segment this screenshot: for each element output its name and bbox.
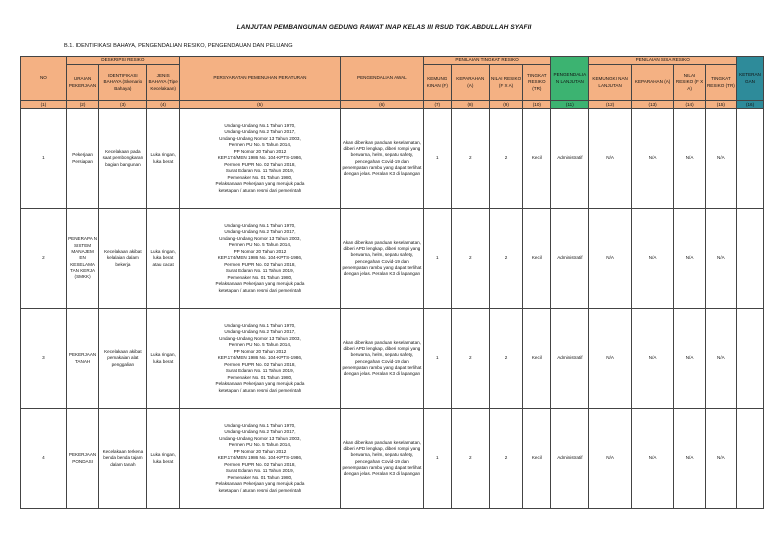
regulation-line: Pemenaker No. 01 Tahun 1980,	[227, 474, 293, 480]
row-keparahan-2: N/A	[631, 209, 674, 309]
row-kemungkinan-lanjutan: N/A	[589, 309, 632, 409]
regulation-line: Surat Edaran No. 11 Tahun 2019,	[225, 268, 294, 274]
regulation-line: Undang-Undang No.1 Tahun 1970,	[224, 422, 296, 428]
row-pengendalian-awal: Akan diberikan panduan keselamatan, diberi APD lengkap, diberi rompi yang berwarna, helm, sepatu safety, pencegahan Covid-19 dan penempatan rambu yang dapat terlihat dengan jelas. Peralan K3 di lapangan	[341, 309, 424, 409]
header-identifikasi: IDENTIFIKASI BAHAYA (Skenario Bahaya)	[99, 65, 147, 101]
column-number-row	[21, 101, 764, 109]
regulation-line: PP Nomor 20 Tahun 2012	[233, 348, 287, 354]
col-num: (10)	[523, 101, 551, 109]
header-jenis: JENIS BAHAYA (Tipe Kecelakaan)	[147, 65, 179, 101]
header-sisa-group: PENILAIAN SISA RESIKO	[589, 57, 737, 65]
col-num: (16)	[737, 101, 764, 109]
regulation-line: Surat Edaran No. 11 Tahun 2019,	[225, 168, 294, 174]
row-uraian: Pekerjaan Persiapan	[66, 109, 98, 209]
regulation-line: Surat Edaran No. 11 Tahun 2019,	[225, 368, 294, 374]
col-num: (15)	[705, 101, 736, 109]
regulation-line: Undang-Undang No.1 Tahun 1970,	[224, 222, 296, 228]
row-pengendalian-awal: Akan diberikan panduan keselamatan, diberi APD lengkap, diberi rompi yang berwarna, helm, sepatu safety, pencegahan Covid-19 dan penempatan rambu yang dapat terlihat dengan jelas. Peralan K3 di lapangan	[341, 409, 424, 509]
header-penilaian-group: PENILAIAN TINGKAT RESIKO	[423, 57, 551, 65]
header-pengendalian-lanjutan: PENGENDALIA N LANJUTAN	[551, 57, 589, 101]
regulation-line: Permen PU No. 5 Tahun 2014,	[228, 442, 292, 448]
col-num: (4)	[147, 101, 179, 109]
regulation-line: Undang-Undang Nomor 13 Tahun 2003,	[219, 335, 301, 341]
header-deskripsi-group: DESKRIPSI RESIKO	[66, 57, 179, 65]
regulation-line: Permen PUPR No. 02 Tahun 2018,	[224, 461, 296, 467]
regulation-line: Undang-Undang Nomor 13 Tahun 2003,	[219, 235, 301, 241]
col-num: (5)	[179, 101, 340, 109]
row-pengendalian-lanjutan: Administratif	[551, 109, 589, 209]
table-row	[21, 209, 764, 309]
regulation-line: Permen PU No. 5 Tahun 2014,	[228, 342, 292, 348]
row-kemungkinan: 1	[423, 209, 451, 309]
row-identifikasi: Kecelakaan akibat kelalaian dalam bekerja	[99, 209, 147, 309]
regulation-line: Pemenaker No. 01 Tahun 1980,	[227, 274, 293, 280]
row-keparahan: 2	[451, 109, 489, 209]
row-uraian: PENERAPA N SISTEM MANAJEM EN KESELAMA TAN KERJA (SMKK)	[66, 209, 98, 309]
regulation-line: Undang-Undang Nomor 13 Tahun 2003,	[219, 135, 301, 141]
col-num: (7)	[423, 101, 451, 109]
regulation-line: Permen PU No. 5 Tahun 2014,	[228, 242, 292, 248]
row-nilai-2: N/A	[674, 309, 705, 409]
row-persyaratan	[179, 409, 340, 509]
regulation-line: ketetapan / aturan resmi dari pemerintah	[218, 487, 302, 493]
row-identifikasi: Kecelakaan akibat pemakaian alat penggalian	[99, 309, 147, 409]
row-keparahan-2: N/A	[631, 309, 674, 409]
header-tingkat: TINGKAT RESIKO (TR)	[523, 65, 551, 101]
row-keparahan-2: N/A	[631, 409, 674, 509]
regulation-line: Undang-Undang No.1 Tahun 1970,	[224, 322, 296, 328]
row-identifikasi: Kecelakaan terkena benda benda tajam dalam tanah	[99, 409, 147, 509]
row-pengendalian-lanjutan: Administratif	[551, 409, 589, 509]
row-persyaratan	[179, 109, 340, 209]
row-jenis: Luka ringan, luka berat	[147, 309, 179, 409]
row-nilai: 2	[489, 409, 523, 509]
row-tingkat: Kecil	[523, 109, 551, 209]
col-num: (9)	[489, 101, 523, 109]
row-keparahan: 2	[451, 409, 489, 509]
regulation-line: Undang-Undang No.1 Tahun 1970,	[224, 122, 296, 128]
header-nilai-2: NILAI RESIKO (F X A)	[674, 65, 705, 101]
row-kemungkinan: 1	[423, 109, 451, 209]
row-no: 4	[21, 409, 67, 509]
row-tingkat-2: N/A	[705, 309, 736, 409]
regulation-line: Pelaksanaan Pekerjaan yang merujuk pada	[215, 381, 305, 387]
regulation-line: Permen PUPR No. 02 Tahun 2018,	[224, 261, 296, 267]
regulation-line: PP Nomor 20 Tahun 2012	[233, 448, 287, 454]
row-keparahan: 2	[451, 309, 489, 409]
regulation-line: ketetapan / aturan resmi dari pemerintah	[218, 187, 302, 193]
row-uraian: PEKERJAAN TANAH	[66, 309, 98, 409]
regulation-line: Pelaksanaan Pekerjaan yang merujuk pada	[215, 181, 305, 187]
row-keterangan	[737, 309, 764, 409]
table-row	[21, 109, 764, 209]
row-nilai-2: N/A	[674, 109, 705, 209]
row-pengendalian-awal: Akan diberikan panduan keselamatan, diberi APD lengkap, diberi rompi yang berwarna, helm, sepatu safety, pencegahan Covid-19 dan penempatan rambu yang dapat terlihat dengan jelas. Peralan K3 di lapangan	[341, 209, 424, 309]
row-persyaratan	[179, 309, 340, 409]
row-jenis: Luka ringan, luka berat atau cacat	[147, 209, 179, 309]
row-persyaratan	[179, 209, 340, 309]
row-tingkat: Kecil	[523, 309, 551, 409]
col-num: (1)	[21, 101, 67, 109]
row-nilai: 2	[489, 209, 523, 309]
regulation-line: Undang-Undang No.2 Tahun 2017,	[224, 229, 296, 235]
regulation-line: KEP.174/MEN 1986 No. 104-KPTS-1986,	[217, 355, 303, 361]
regulation-line: Surat Edaran No. 11 Tahun 2019,	[225, 468, 294, 474]
row-kemungkinan: 1	[423, 409, 451, 509]
row-keterangan	[737, 209, 764, 309]
section-title: B.1. IDENTIFIKASI BAHAYA, PENGENDALIAN RESIKO, PENGENDAUAN DAN PELUANG	[64, 43, 293, 49]
row-keterangan	[737, 409, 764, 509]
row-identifikasi: Kecelakaan pada saat pembongkaran bagian bangunan	[99, 109, 147, 209]
row-kemungkinan: 1	[423, 309, 451, 409]
regulation-line: PP Nomor 20 Tahun 2012	[233, 148, 287, 154]
row-nilai: 2	[489, 109, 523, 209]
col-num: (8)	[451, 101, 489, 109]
row-tingkat: Kecil	[523, 409, 551, 509]
header-tingkat-2: TINGKAT RESIKO (TR)	[705, 65, 736, 101]
row-tingkat-2: N/A	[705, 109, 736, 209]
header-persyaratan: PERSYARATAN PEMENUHAN PERATURAN	[179, 57, 340, 101]
regulation-line: Permen PUPR No. 02 Tahun 2018,	[224, 361, 296, 367]
table-row	[21, 409, 764, 509]
col-num: (3)	[99, 101, 147, 109]
regulation-line: Undang-Undang No.2 Tahun 2017,	[224, 429, 296, 435]
col-num: (11)	[551, 101, 589, 109]
regulation-line: KEP.174/MEN 1986 No. 104-KPTS-1986,	[217, 255, 303, 261]
row-no: 1	[21, 109, 67, 209]
row-kemungkinan-lanjutan: N/A	[589, 109, 632, 209]
row-pengendalian-lanjutan: Administratif	[551, 309, 589, 409]
row-jenis: Luka ringan, luka berat	[147, 109, 179, 209]
header-pengendalian-awal: PENGENDALIAN AWAL	[341, 57, 424, 101]
row-tingkat: Kecil	[523, 209, 551, 309]
regulation-line: KEP.174/MEN 1986 No. 104-KPTS-1986,	[217, 155, 303, 161]
header-uraian: URAIAN PEKERJAAN	[66, 65, 98, 101]
row-no: 2	[21, 209, 67, 309]
regulation-line: Permen PU No. 5 Tahun 2014,	[228, 142, 292, 148]
row-pengendalian-awal: Akan diberikan panduan keselamatan, diberi APD lengkap, diberi rompi yang berwarna, helm, sepatu safety, pencegahan Covid-19 dan penempatan rambu yang dapat terlihat dengan jelas. Peralan K3 di lapangan	[341, 109, 424, 209]
row-keparahan: 2	[451, 209, 489, 309]
row-nilai: 2	[489, 309, 523, 409]
row-tingkat-2: N/A	[705, 409, 736, 509]
header-keterangan: KETERAN GAN	[737, 57, 764, 101]
regulation-line: Pemenaker No. 01 Tahun 1980,	[227, 174, 293, 180]
regulation-line: Pelaksanaan Pekerjaan yang merujuk pada	[215, 481, 305, 487]
regulation-line: Undang-Undang No.2 Tahun 2017,	[224, 329, 296, 335]
header-kemungkinan-lanjutan: KEMUNGKI NAN LANJUTAN	[589, 65, 632, 101]
col-num: (12)	[589, 101, 632, 109]
row-kemungkinan-lanjutan: N/A	[589, 409, 632, 509]
row-tingkat-2: N/A	[705, 209, 736, 309]
row-keterangan	[737, 109, 764, 209]
regulation-line: KEP.174/MEN 1986 No. 104-KPTS-1986,	[217, 455, 303, 461]
row-uraian: PEKERJAAN PONDASI	[66, 409, 98, 509]
header-keparahan: KEPARAHAN (A)	[451, 65, 489, 101]
document-title: LANJUTAN PEMBANGUNAN GEDUNG RAWAT INAP KELAS III RSUD TGK.ABDULLAH SYAFII	[236, 24, 532, 31]
col-num: (14)	[674, 101, 705, 109]
regulation-line: Permen PUPR No. 02 Tahun 2018,	[224, 161, 296, 167]
table-row	[21, 309, 764, 409]
row-kemungkinan-lanjutan: N/A	[589, 209, 632, 309]
row-jenis: Luka ringan, luka berat	[147, 409, 179, 509]
col-num: (13)	[631, 101, 674, 109]
regulation-line: Undang-Undang No.2 Tahun 2017,	[224, 129, 296, 135]
header-no: NO	[21, 57, 67, 101]
risk-table-body	[21, 109, 764, 509]
regulation-line: Pelaksanaan Pekerjaan yang merujuk pada	[215, 281, 305, 287]
regulation-line: Pemenaker No. 01 Tahun 1980,	[227, 374, 293, 380]
row-nilai-2: N/A	[674, 409, 705, 509]
regulation-line: ketetapan / aturan resmi dari pemerintah	[218, 387, 302, 393]
regulation-line: Undang-Undang Nomor 13 Tahun 2003,	[219, 435, 301, 441]
regulation-line: PP Nomor 20 Tahun 2012	[233, 248, 287, 254]
regulation-line: ketetapan / aturan resmi dari pemerintah	[218, 287, 302, 293]
header-nilai: NILAI RESIKO (F X A)	[489, 65, 523, 101]
header-keparahan-2: KEPARAHAN (A)	[631, 65, 674, 101]
row-no: 3	[21, 309, 67, 409]
row-nilai-2: N/A	[674, 209, 705, 309]
col-num: (2)	[66, 101, 98, 109]
row-pengendalian-lanjutan: Administratif	[551, 209, 589, 309]
risk-table	[20, 56, 764, 509]
header-kemungkinan: KEMUNG KINAN (F)	[423, 65, 451, 101]
col-num: (6)	[341, 101, 424, 109]
row-keparahan-2: N/A	[631, 109, 674, 209]
